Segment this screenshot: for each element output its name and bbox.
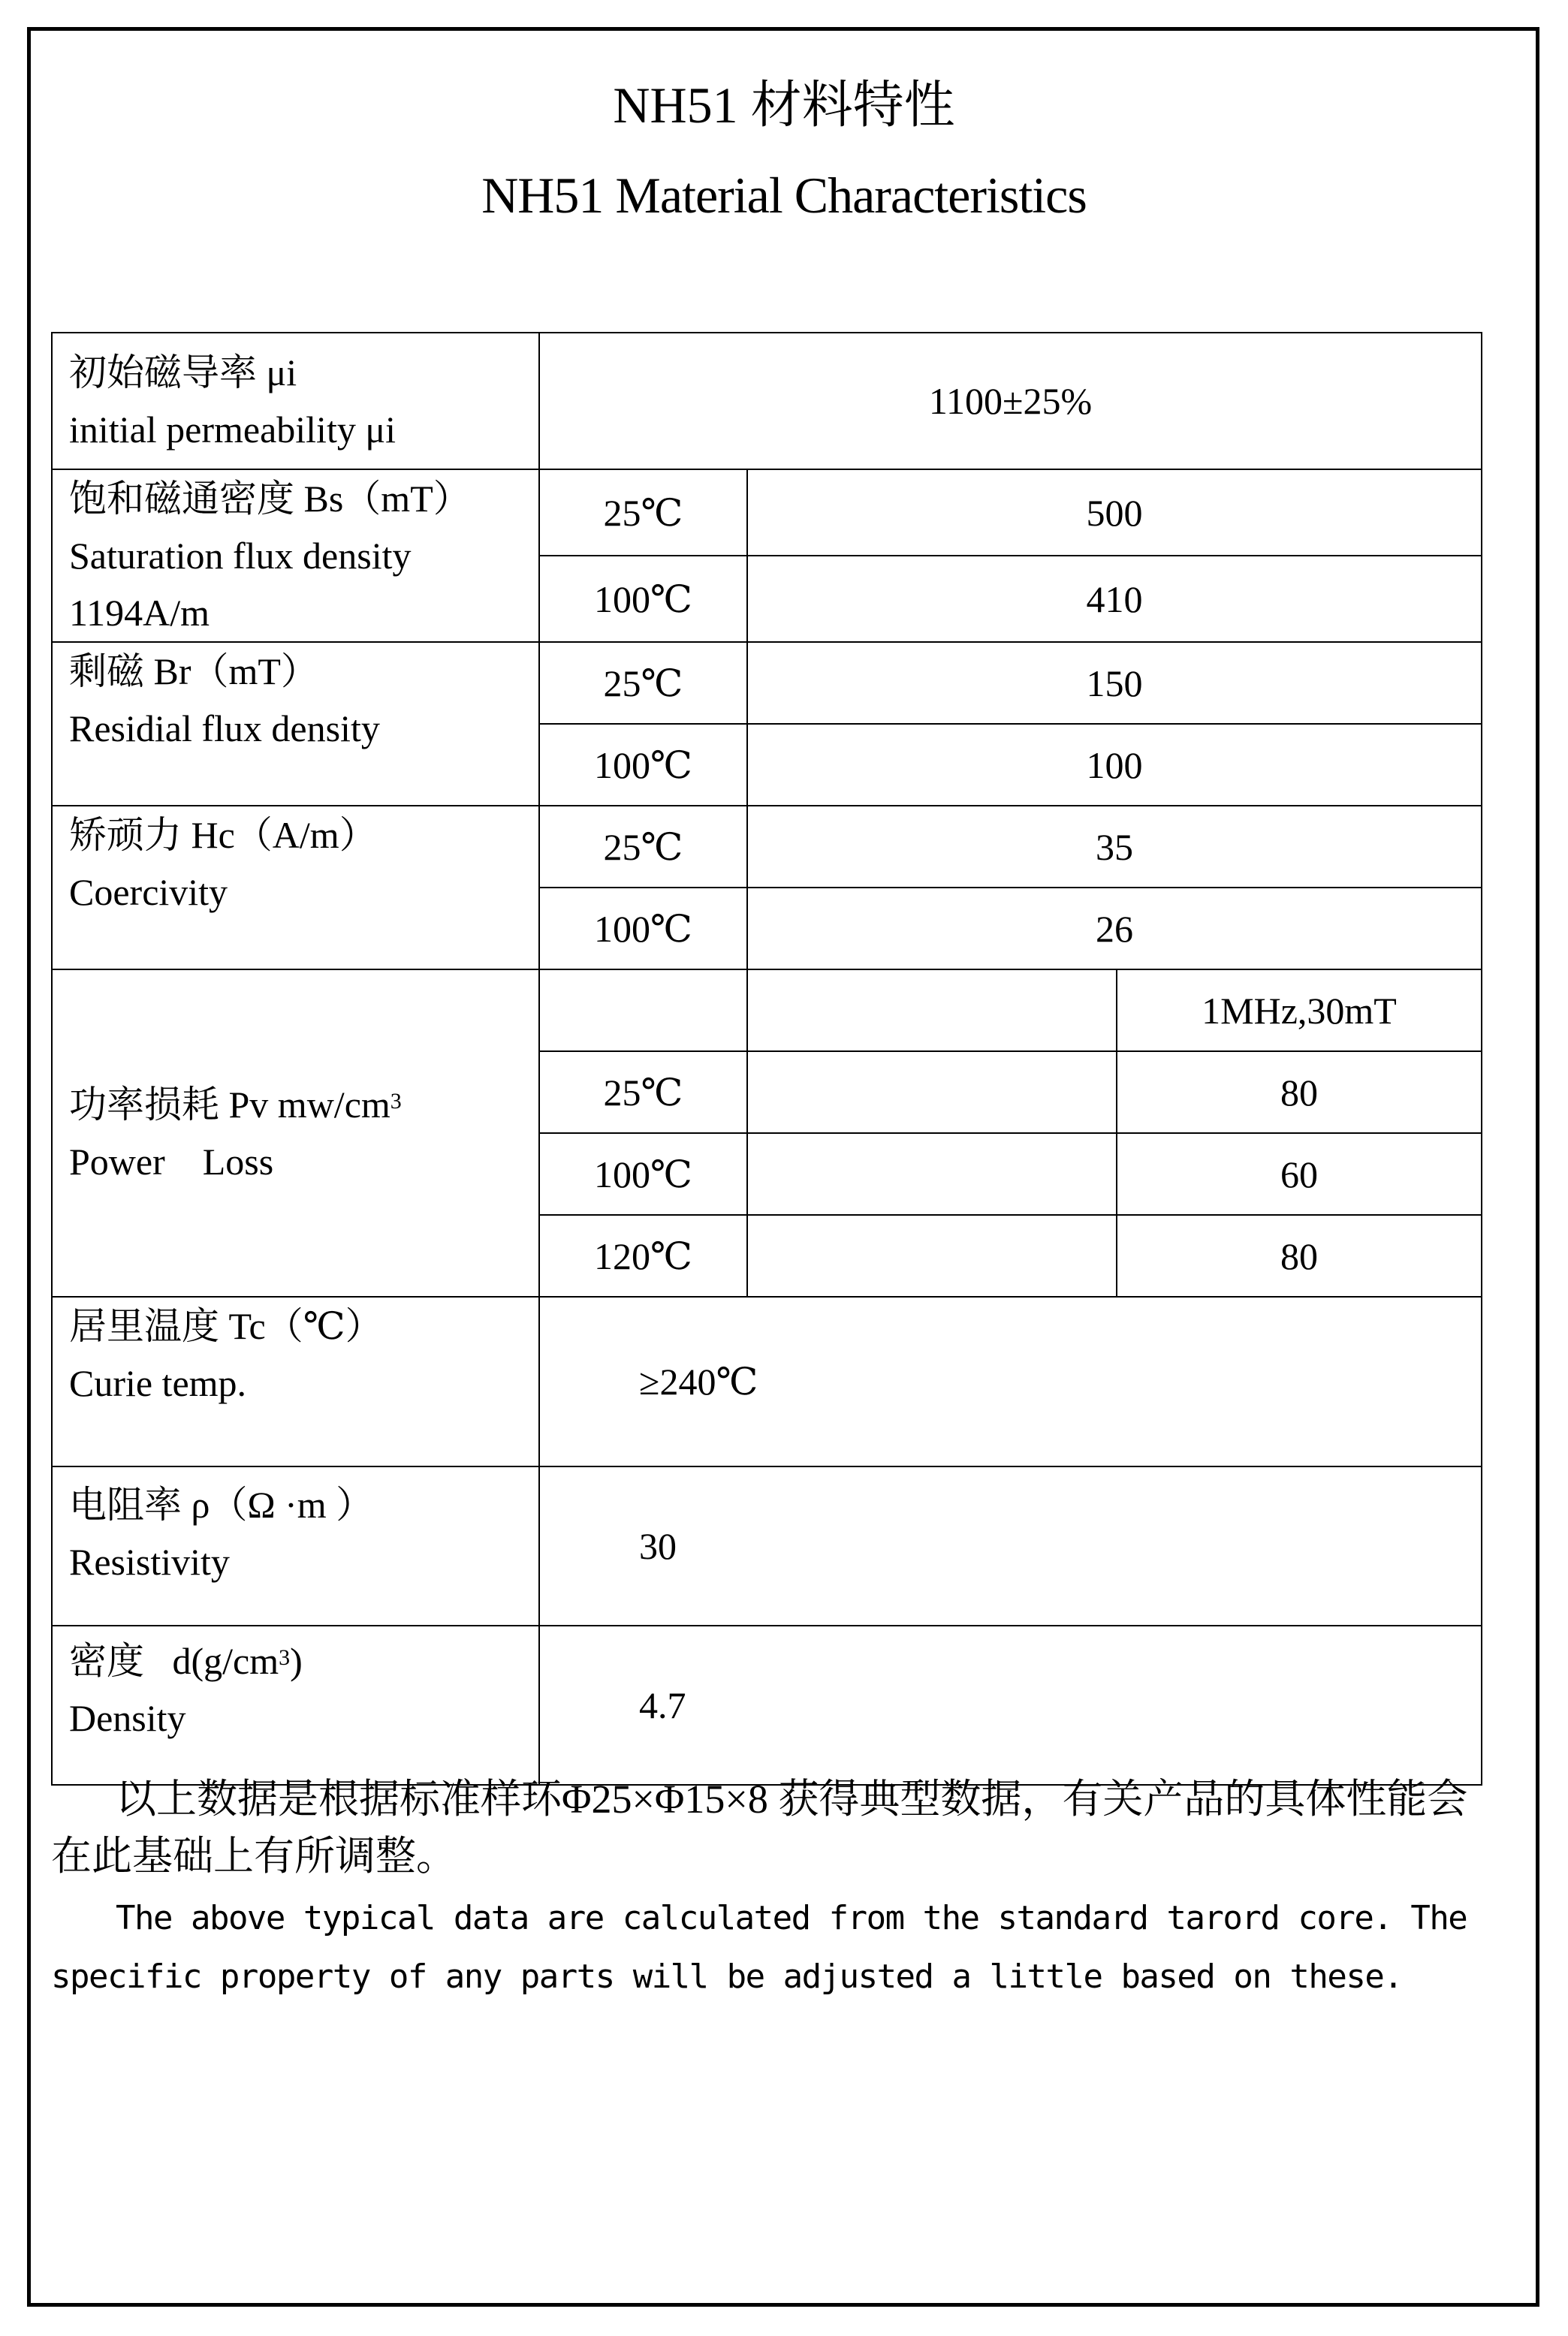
value-cell: 26 [747,888,1482,969]
coercivity-label: 矫顽力 Hc（A/m） Coercivity [52,806,539,969]
temperature-cell: 100℃ [539,888,747,969]
table-row [52,333,1482,469]
saturation-label: 饱和磁通密度 Bs（mT） Saturation flux density 1194A/m [52,469,539,642]
empty-cell [539,969,747,1051]
page-title-cn: NH51 材料特性 [613,77,955,134]
permeability-value: 1100±25% [539,333,1482,469]
value-cell: 80 [1117,1215,1482,1297]
value-cell: 150 [747,642,1482,724]
table-row [52,1297,1482,1466]
curie-label: 居里温度 Tc（℃） Curie temp. [52,1297,539,1466]
density-label: 密度 $d(g/cm^3)$ Density [52,1626,539,1785]
density-value: 4.7 [539,1626,1482,1785]
temperature-cell: 120℃ [539,1215,747,1297]
temperature-cell: 25℃ [539,642,747,724]
temperature-cell: 100℃ [539,556,747,642]
empty-cell [747,969,1117,1051]
table-row [52,1466,1482,1626]
value-cell: 60 [1117,1133,1482,1215]
table-row [52,469,1482,556]
value-cell: 100 [747,724,1482,806]
value-cell: 80 [1117,1051,1482,1133]
power-loss-label: 功率损耗 Pv $mw/cm^3$ Power Loss [52,969,539,1297]
table-row [52,1626,1482,1785]
resistivity-value: 30 [539,1466,1482,1626]
value-cell: 35 [747,806,1482,888]
table-row [52,806,1482,888]
value-cell: 500 [747,469,1482,556]
characteristics-table [51,332,1482,1786]
page-title-en: NH51 Material Characteristics [481,167,1087,224]
table-row [52,969,1482,1051]
note-english: The above typical data are calculated from the standard tarord core. The specific property of any parts will be adjusted a little based on these. [51,1899,1467,1996]
note-chinese: 以上数据是根据标准样环Φ25×Φ15×8 获得典型数据，有关产品的具体性能会在此基础上有所调整。 [51,1777,1468,1879]
temperature-cell: 100℃ [539,1133,747,1215]
temperature-cell: 100℃ [539,724,747,806]
value-cell: 410 [747,556,1482,642]
empty-cell [747,1051,1117,1133]
condition-cell: 1MHz,30mT [1117,969,1482,1051]
curie-value: ≥240℃ [539,1297,1482,1466]
permeability-label: 初始磁导率 μi initial permeability μi [52,333,539,469]
temperature-cell: 25℃ [539,1051,747,1133]
remanence-label: 剩磁 Br（mT） Residial flux density [52,642,539,806]
table-row [52,642,1482,724]
empty-cell [747,1215,1117,1297]
temperature-cell: 25℃ [539,469,747,556]
resistivity-label: 电阻率 ρ（Ω ·m ） Resistivity [52,1466,539,1626]
empty-cell [747,1133,1117,1215]
temperature-cell: 25℃ [539,806,747,888]
